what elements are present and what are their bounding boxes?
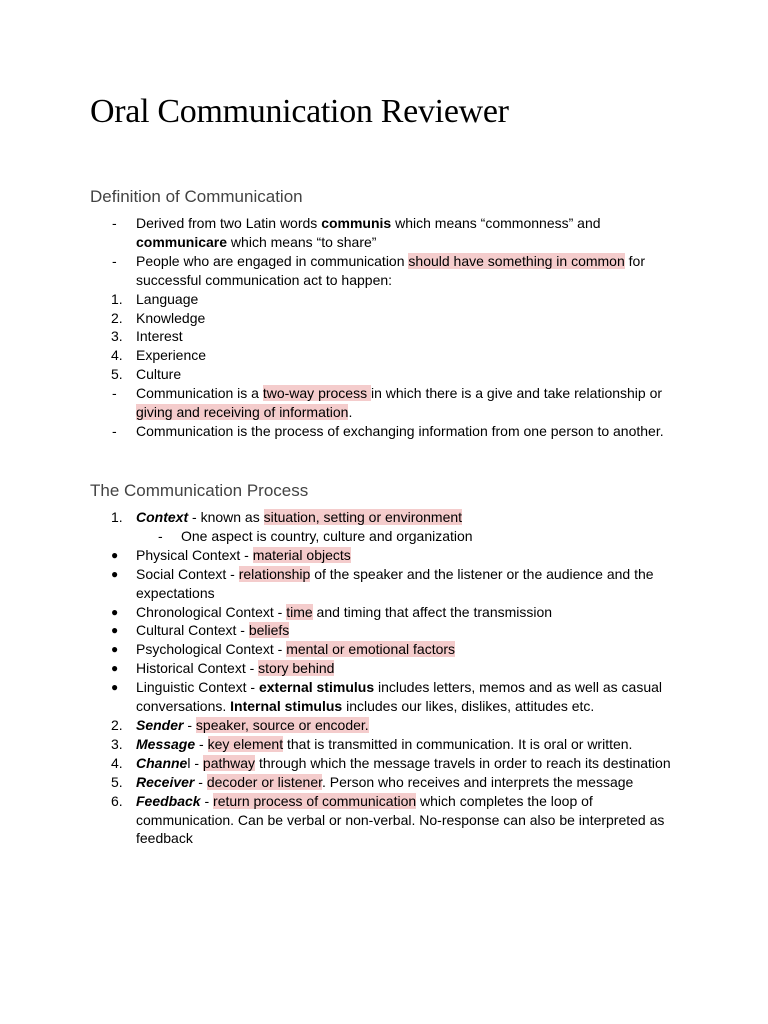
list-marker: ● [111, 661, 119, 676]
process-list [0, 508, 768, 848]
text-run: includes our likes, dislikes, attitudes etc. [342, 698, 595, 715]
text-run: and timing that affect the transmission [312, 603, 553, 620]
text-run: - [200, 792, 214, 809]
text-line [136, 346, 670, 365]
text-line [136, 422, 670, 441]
text-line [136, 697, 670, 716]
bold-text: Internal stimulus [230, 698, 343, 715]
text-run: Historical Context - [136, 660, 259, 677]
text-line [136, 290, 670, 309]
highlighted-text: story behind [258, 660, 335, 677]
list-item [0, 422, 768, 441]
list-item [0, 754, 768, 773]
text-run: includes letters, memos and as well as casual [374, 679, 663, 696]
text-line [136, 754, 670, 773]
list-marker: - [112, 215, 117, 231]
text-run: for [624, 252, 645, 269]
list-item [0, 603, 768, 622]
text-line [136, 327, 670, 346]
highlighted-text: situation, setting or environment [263, 509, 463, 525]
list-marker: ● [111, 623, 119, 638]
text-line [136, 233, 670, 252]
text-run: expectations [136, 584, 215, 601]
text-run: Experience [136, 347, 207, 364]
text-run: in which there is a give and take relationship or [370, 385, 663, 402]
text-run: - [183, 716, 196, 733]
section-heading-definition: Definition of Communication [90, 187, 303, 206]
text-run: Culture [136, 366, 182, 383]
text-run: Communication is the process of exchanging information from one person to another. [136, 422, 664, 439]
list-marker: 5. [111, 366, 123, 383]
text-line [136, 621, 670, 640]
text-line [136, 678, 670, 697]
list-item [0, 773, 768, 792]
list-item [0, 384, 768, 422]
document-title: Oral Communication Reviewer [90, 93, 509, 130]
text-run: Psychological Context - [136, 641, 287, 658]
list-item [0, 527, 768, 546]
text-run: that is transmitted in communication. It is oral or written. [283, 735, 633, 752]
text-run: Cultural Context - [136, 622, 249, 639]
text-run: - [195, 735, 208, 752]
text-line [136, 309, 670, 328]
text-line [136, 508, 670, 527]
list-item [0, 365, 768, 384]
list-marker: 4. [111, 347, 123, 364]
list-item [0, 309, 768, 328]
term-label: Message [136, 735, 196, 752]
text-line [136, 271, 670, 290]
bold-text: communis [321, 215, 392, 231]
highlighted-text: beliefs [248, 622, 290, 639]
text-line [136, 773, 670, 792]
list-item [0, 735, 768, 754]
list-item [0, 792, 768, 849]
list-marker: - [112, 252, 117, 269]
highlighted-text: relationship [238, 565, 311, 582]
list-marker: 2. [111, 309, 123, 326]
term-label: Feedback [136, 792, 201, 809]
text-run: Language [136, 290, 199, 307]
list-item [0, 508, 768, 527]
highlighted-text: key element [207, 735, 284, 752]
text-run: Linguistic Context - [136, 679, 259, 696]
list-item [0, 327, 768, 346]
highlighted-text: return process of communication [213, 792, 417, 809]
highlighted-text: giving and receiving of information [136, 404, 349, 421]
text-line [136, 546, 670, 565]
highlighted-text: decoder or listener [206, 773, 323, 790]
text-line [136, 365, 670, 384]
highlighted-text: two-way process [262, 385, 371, 402]
term-label: Sender [136, 716, 184, 733]
list-marker: 3. [111, 328, 123, 345]
text-run: - [194, 773, 207, 790]
text-line [136, 603, 670, 622]
list-item [0, 565, 768, 603]
text-run: l - [187, 754, 203, 771]
highlighted-text: mental or emotional factors [286, 641, 456, 658]
text-line [136, 716, 670, 735]
list-marker: 6. [111, 792, 123, 809]
list-item [0, 290, 768, 309]
term-label: Receiver [136, 773, 195, 790]
text-line [136, 403, 670, 422]
list-marker: 2. [111, 716, 123, 733]
list-item [0, 346, 768, 365]
text-run: successful communication act to happen: [136, 271, 393, 288]
list-item [0, 659, 768, 678]
list-marker: - [112, 385, 117, 402]
list-marker: 1. [111, 509, 123, 525]
text-run: Derived from two Latin words [136, 215, 322, 231]
list-marker: 3. [111, 735, 123, 752]
list-item [0, 214, 768, 252]
list-marker: ● [111, 566, 119, 581]
list-item [0, 716, 768, 735]
list-marker: ● [111, 604, 119, 619]
text-run: People who are engaged in communication [136, 252, 409, 269]
term-label: Context [136, 509, 189, 525]
text-run: Communication is a [136, 385, 263, 402]
list-item [0, 678, 768, 716]
list-marker: ● [111, 642, 119, 657]
list-item [0, 546, 768, 565]
list-item [0, 640, 768, 659]
text-run: Physical Context - [136, 546, 253, 563]
text-line [136, 735, 670, 754]
list-marker: 5. [111, 773, 123, 790]
text-line [136, 565, 670, 584]
text-line [136, 584, 670, 603]
bold-text: external stimulus [258, 679, 375, 696]
text-run: . Person who receives and interprets the message [322, 773, 634, 790]
text-line [136, 659, 670, 678]
highlighted-text: pathway [202, 754, 256, 771]
list-marker: - [158, 527, 163, 544]
list-marker: ● [111, 680, 119, 695]
text-line [136, 811, 670, 830]
section-heading-process: The Communication Process [90, 481, 309, 500]
text-run: conversations. [136, 698, 231, 715]
term-label: Channe [136, 754, 188, 771]
text-line [181, 527, 670, 546]
text-run: Social Context - [136, 565, 239, 582]
text-run: of the speaker and the listener or the audience and the [310, 565, 654, 582]
highlighted-text: material objects [252, 546, 351, 563]
text-line [136, 252, 670, 271]
text-line [136, 640, 670, 659]
text-run: Chronological Context - [136, 603, 287, 620]
text-run: Interest [136, 328, 183, 345]
definition-list [0, 214, 768, 441]
text-line [136, 792, 670, 811]
text-run: . [348, 404, 353, 421]
text-run: communication. Can be verbal or non-verbal. No-response can also be interpreted as [136, 811, 665, 828]
list-marker: - [112, 422, 117, 439]
text-run: which means “commonness” and [391, 215, 601, 231]
text-run: which completes the loop of [416, 792, 593, 809]
list-marker: ● [111, 547, 119, 562]
text-run: Knowledge [136, 309, 206, 326]
highlighted-text: speaker, source or encoder. [195, 716, 369, 733]
list-item [0, 252, 768, 290]
text-line [136, 384, 670, 403]
text-run: feedback [136, 830, 193, 847]
list-marker: 4. [111, 754, 123, 771]
text-run: which means “to share” [227, 233, 377, 250]
highlighted-text: time [286, 603, 313, 620]
text-line [136, 829, 670, 848]
list-marker: 1. [111, 290, 123, 307]
text-run: through which the message travels in order to reach its destination [255, 754, 671, 771]
bold-text: communicare [136, 233, 228, 250]
text-run: - known as [188, 509, 264, 525]
text-run: One aspect is country, culture and organization [181, 527, 473, 544]
highlighted-text: should have something in common [408, 252, 625, 269]
text-line [136, 214, 670, 233]
list-item [0, 621, 768, 640]
